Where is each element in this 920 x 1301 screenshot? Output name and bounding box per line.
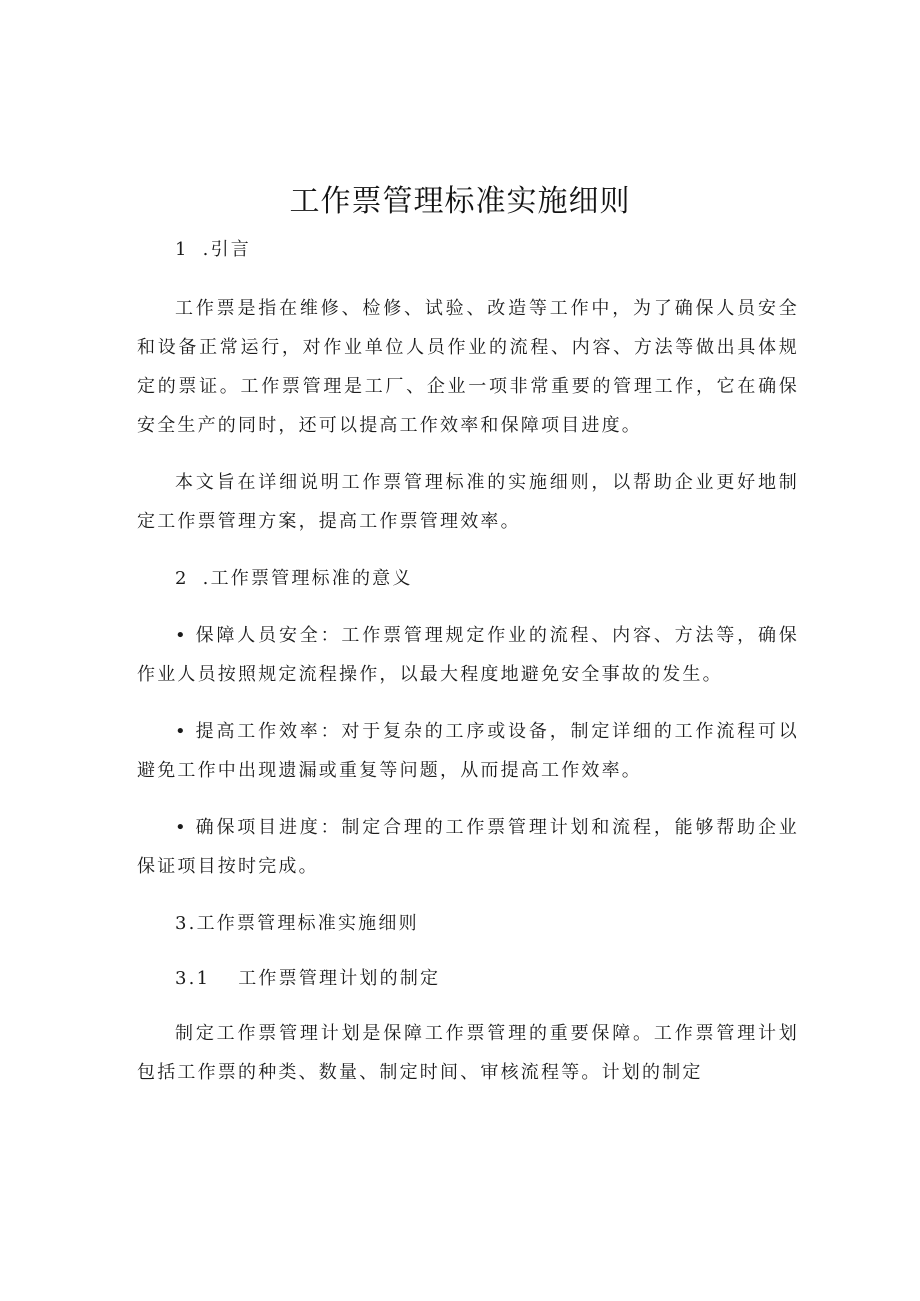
bullet-dot: • (175, 625, 188, 646)
bullet-text: 提高工作效率：对于复杂的工序或设备，制定详细的工作流程可以避免工作中出现遗漏或重复等问题，从而提高工作效率。 (137, 721, 799, 781)
bullet-dot: • (175, 721, 188, 742)
bullet-dot: • (175, 817, 188, 838)
section-1-heading (137, 230, 799, 269)
document-body (137, 230, 799, 1092)
section-2-title: .工作票管理标准的意义 (202, 568, 413, 589)
section-1-paragraph-2: 本文旨在详细说明工作票管理标准的实施细则，以帮助企业更好地制定工作票管理方案，提高工作票管理效率。 (137, 472, 799, 532)
section-1-paragraph-1: 工作票是指在维修、检修、试验、改造等工作中，为了确保人员安全和设备正常运行，对作业单位人员作业的流程、内容、方法等做出具体规定的票证。工作票管理是工厂、企业一项非常重要的管理工作，它在确保安全生产的同时，还可以提高工作效率和保障项目进度。 (137, 298, 799, 436)
section-2-bullet-3 (137, 808, 799, 886)
section-3-1-heading (137, 959, 799, 998)
section-2-heading (137, 559, 799, 598)
document-title: 工作票管理标准实施细则 (289, 184, 631, 219)
section-2-bullet-1 (137, 616, 799, 694)
section-1-number: 1 (175, 239, 189, 260)
section-1-title: .引言 (202, 239, 251, 260)
section-3-1-title: 工作票管理计划的制定 (238, 968, 441, 989)
section-2-number: 2 (175, 568, 189, 589)
bullet-text: 确保项目进度：制定合理的工作票管理计划和流程，能够帮助企业保证项目按时完成。 (137, 817, 799, 877)
section-3-heading: 3.工作票管理标准实施细则 (175, 913, 419, 934)
section-2-bullet-2 (137, 712, 799, 790)
section-3-1-number: 3.1 (175, 968, 211, 989)
section-3-1-paragraph: 制定工作票管理计划是保障工作票管理的重要保障。工作票管理计划包括工作票的种类、数量、制定时间、审核流程等。计划的制定 (137, 1023, 799, 1083)
bullet-text: 保障人员安全：工作票管理规定作业的流程、内容、方法等，确保作业人员按照规定流程操作，以最大程度地避免安全事故的发生。 (137, 625, 799, 685)
